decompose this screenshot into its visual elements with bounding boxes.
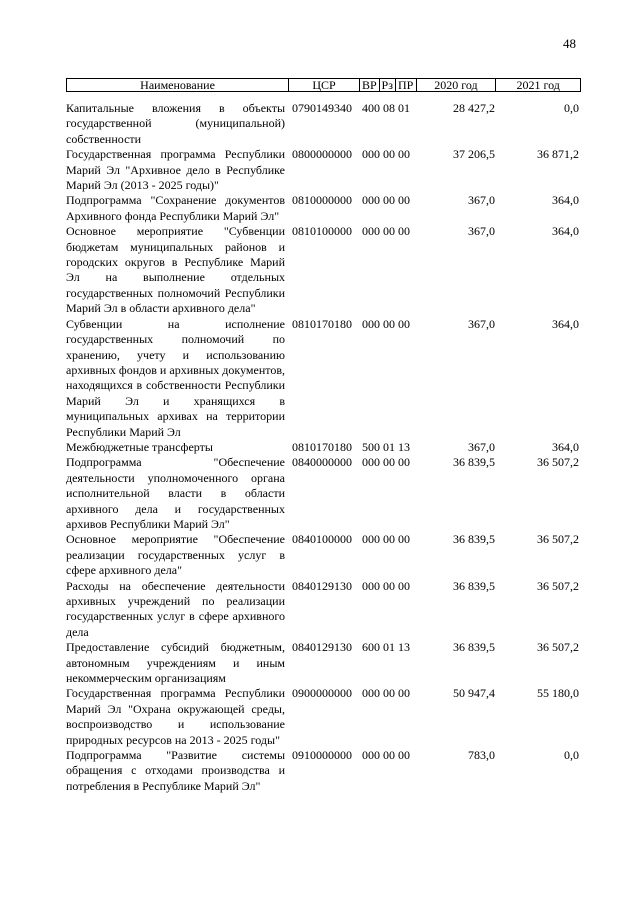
row-csr: 0810170180 <box>292 316 352 331</box>
row-code: 000 00 00 <box>362 532 410 547</box>
row-name: Расходы на обеспечение деятельности архивных учреждений по реализации государственных услуг в сфере архивного дела <box>66 578 285 639</box>
row-2020: 367,0 <box>468 224 495 239</box>
row-name: Подпрограмма "Сохранение документов Архивного фонда Республики Марий Эл" <box>66 193 285 223</box>
row-csr: 0790149340 <box>292 101 352 115</box>
row-2021: 364,0 <box>552 316 579 331</box>
table-header <box>66 78 581 92</box>
row-2021: 0,0 <box>564 748 579 763</box>
row-2020: 367,0 <box>468 316 495 331</box>
row-code: 000 00 00 <box>362 193 410 208</box>
row-csr: 0810170180 <box>292 439 352 454</box>
row-csr: 0910000000 <box>292 748 352 763</box>
header-name: Наименование <box>67 79 289 91</box>
table-row <box>66 532 581 578</box>
header-2021: 2021 год <box>516 79 560 91</box>
row-csr: 0810000000 <box>292 193 352 208</box>
row-code: 000 00 00 <box>362 686 410 701</box>
row-2020: 367,0 <box>468 193 495 208</box>
row-2021: 36 507,2 <box>537 640 579 655</box>
row-2020: 783,0 <box>468 748 495 763</box>
table-row <box>66 147 581 193</box>
row-name: Основное мероприятие "Обеспечение реализации государственных услуг в сфере архивного дела" <box>66 532 285 578</box>
table-row <box>66 224 581 316</box>
row-code: 000 00 00 <box>362 316 410 331</box>
row-2020: 36 839,5 <box>453 532 495 547</box>
row-2021: 364,0 <box>552 224 579 239</box>
row-name: Подпрограмма "Развитие системы обращения с отходами производства и потребления в Республике Марий Эл" <box>66 748 285 793</box>
table-row <box>66 317 581 440</box>
table-row <box>66 579 581 641</box>
header-2020: 2020 год <box>417 79 497 91</box>
row-code: 000 00 00 <box>362 578 410 593</box>
table-row <box>66 193 581 224</box>
row-code: 500 01 13 <box>362 439 410 454</box>
row-csr: 0840129130 <box>292 640 352 655</box>
row-code: 600 01 13 <box>362 640 410 655</box>
row-csr: 0810100000 <box>292 224 352 239</box>
row-name: Основное мероприятие "Субвенции бюджетам муниципальных районов и городских округов в Республике Марий Эл на выполнение отдельных государственных полномочий Республики Марий Эл в области архивного дела" <box>66 224 285 316</box>
table-row <box>66 101 581 147</box>
row-name: Государственная программа Республики Марий Эл "Охрана окружающей среды, воспроизводство и использование природных ресурсов на 2013 - 2025 годы" <box>66 686 285 747</box>
table-row <box>66 440 581 455</box>
row-name: Капитальные вложения в объекты государственной (муниципальной) собственности <box>66 101 285 146</box>
table-row <box>66 748 581 794</box>
row-2020: 36 839,5 <box>453 640 495 655</box>
table-row <box>66 640 581 686</box>
row-2021: 364,0 <box>552 193 579 208</box>
row-2020: 50 947,4 <box>453 686 495 701</box>
row-2020: 367,0 <box>468 439 495 454</box>
row-2020: 36 839,5 <box>453 455 495 470</box>
budget-table <box>66 78 581 794</box>
row-2021: 55 180,0 <box>537 686 579 701</box>
row-csr: 0800000000 <box>292 147 352 162</box>
page-number: 48 <box>563 36 576 51</box>
row-name: Государственная программа Республики Марий Эл "Архивное дело в Республике Марий Эл (2013 - 2025 годы)" <box>66 147 285 193</box>
row-csr: 0900000000 <box>292 686 352 701</box>
table-row <box>66 455 581 532</box>
header-csr: ЦСР <box>289 79 360 91</box>
header-vr: ВР <box>360 79 380 91</box>
row-code: 000 00 00 <box>362 147 410 162</box>
row-code: 000 00 00 <box>362 224 410 239</box>
row-csr: 0840129130 <box>292 578 352 593</box>
row-name: Субвенции на исполнение государственных полномочий по хранению, учету и использованию архивных фондов и архивных документов, находящихся в собственности Республики Марий Эл и хранящихся в муниципальных архивах на территории Республики Марий Эл <box>66 316 285 439</box>
row-2021: 36 507,2 <box>537 532 579 547</box>
row-name: Предоставление субсидий бюджетным, автономным учреждениям и иным некоммерческим организациям <box>66 640 285 686</box>
row-code: 000 00 00 <box>362 748 410 763</box>
row-csr: 0840100000 <box>292 532 352 547</box>
row-code: 400 08 01 <box>362 101 410 115</box>
row-2021: 36 871,2 <box>537 147 579 162</box>
row-code: 000 00 00 <box>362 455 410 470</box>
header-pr: ПР <box>396 79 417 91</box>
row-name: Подпрограмма "Обеспечение деятельности уполномоченного органа исполнительной власти в области архивного дела и государственных архивов Республики Марий Эл" <box>66 455 285 531</box>
row-2020: 28 427,2 <box>453 101 495 115</box>
header-rz: Рз <box>380 79 396 91</box>
row-name: Межбюджетные трансферты <box>66 439 213 454</box>
row-2021: 0,0 <box>564 101 579 115</box>
row-2021: 364,0 <box>552 439 579 454</box>
table-row <box>66 686 581 748</box>
row-2021: 36 507,2 <box>537 455 579 470</box>
row-2020: 37 206,5 <box>453 147 495 162</box>
row-2020: 36 839,5 <box>453 578 495 593</box>
row-2021: 36 507,2 <box>537 578 579 593</box>
table-body <box>66 101 581 794</box>
row-csr: 0840000000 <box>292 455 352 470</box>
